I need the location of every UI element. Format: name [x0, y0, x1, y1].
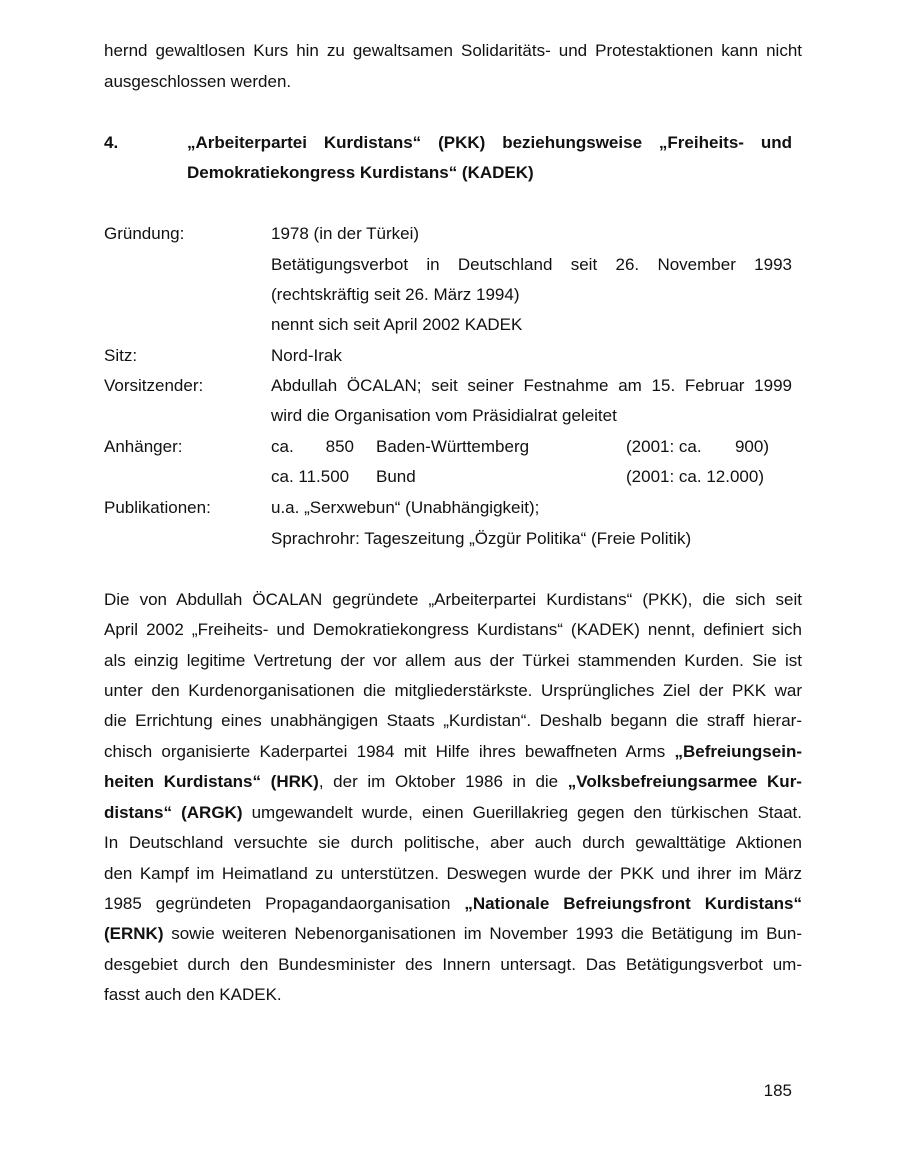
term-befreiungseinheiten-part1: „Befreiungsein- — [674, 742, 802, 761]
body-line-6-text: chisch organisierte Kaderpartei 1984 mit Hilfe ihres bewaffneten Arms — [104, 742, 675, 761]
sitz-value: Nord-Irak — [271, 346, 342, 365]
publikationen-value-1: u.a. „Serxwebun“ (Unabhängigkeit); — [271, 498, 540, 517]
body-line-3: als einzig legitime Vertretung der vor allem aus der Türkei stammenden Kurden. Sie ist — [104, 651, 802, 670]
anhaenger-row1-region: Baden-Württemberg — [376, 437, 530, 456]
gruendung-value-4: nennt sich seit April 2002 KADEK — [271, 315, 523, 334]
body-line-11-text: 1985 gegründeten Propagandaorganisation — [104, 894, 465, 913]
publikationen-label: Publikationen: — [104, 498, 211, 517]
term-volksbefreiungsarmee-part2: distans“ (ARGK) — [104, 803, 243, 822]
section-title-line-2: Demokratiekongress Kurdistans“ (KADEK) — [187, 163, 534, 182]
gruendung-value-3: (rechtskräftig seit 26. März 1994) — [271, 285, 520, 304]
section-title-line-1: „Arbeiterpartei Kurdistans“ (PKK) beziehungsweise „Freiheits- und — [187, 133, 792, 152]
term-volksbefreiungsarmee-part1: „Volksbefreiungsarmee Kur- — [567, 772, 802, 791]
body-line-1: Die von Abdullah ÖCALAN gegründete „Arbeiterpartei Kurdistans“ (PKK), die sich seit — [104, 590, 802, 609]
anhaenger-row2-prefix: ca. 11.500 — [271, 467, 350, 486]
vorsitz-value-1: Abdullah ÖCALAN; seit seiner Festnahme am 15. Februar 1999 — [271, 376, 792, 395]
body-line-2: April 2002 „Freiheits- und Demokratiekongress Kurdistans“ (KADEK) nennt, definiert sich — [104, 620, 802, 639]
body-line-12-text: sowie weiteren Nebenorganisationen im November 1993 die Betätigung im Bun- — [163, 924, 802, 943]
publikationen-value-2: Sprachrohr: Tageszeitung „Özgür Politika“ (Freie Politik) — [271, 529, 692, 548]
term-nationale-befreiungsfront: „Nationale Befreiungsfront Kurdistans“ — [464, 894, 802, 913]
anhaenger-row2-region: Bund — [376, 467, 416, 486]
gruendung-value-1: 1978 (in der Türkei) — [271, 224, 420, 243]
body-line-12 — [104, 924, 802, 944]
page-number: 185 — [763, 1081, 792, 1100]
anhaenger-row1-prev-value: 900) — [734, 437, 769, 456]
body-line-5: die Errichtung eines unabhängigen Staats „Kurdistan“. Deshalb begann die straff hierar- — [104, 711, 802, 730]
gruendung-value-2: Betätigungsverbot in Deutschland seit 26. November 1993 — [271, 255, 792, 274]
section-number: 4. — [104, 133, 119, 152]
body-line-8 — [104, 803, 802, 823]
vorsitz-label: Vorsitzender: — [104, 376, 204, 395]
term-befreiungseinheiten-part2: heiten Kurdistans“ (HRK) — [104, 772, 319, 791]
body-line-7 — [104, 772, 802, 792]
body-line-10: den Kampf im Heimatland zu unterstützen. Deswegen wurde der PKK und ihrer im März — [104, 864, 802, 883]
body-line-4: unter den Kurdenorganisationen die mitgliederstärkste. Ursprüngliches Ziel der PKK war — [104, 681, 802, 700]
term-ernk: (ERNK) — [104, 924, 164, 943]
vorsitz-value-2: wird die Organisation vom Präsidialrat geleitet — [271, 406, 617, 425]
body-line-7-text: , der im Oktober 1986 in die — [318, 772, 568, 791]
body-line-8-text: umgewandelt wurde, einen Guerillakrieg gegen den türkischen Staat. — [242, 803, 802, 822]
intro-line-2: ausgeschlossen werden. — [104, 72, 292, 91]
anhaenger-label: Anhänger: — [104, 437, 183, 456]
anhaenger-row1-prefix: ca. — [271, 437, 294, 456]
anhaenger-row1-prev-prefix: (2001: ca. — [626, 437, 702, 456]
gruendung-label: Gründung: — [104, 224, 185, 243]
body-line-6 — [104, 742, 802, 762]
body-line-13: desgebiet durch den Bundesminister des Innern untersagt. Das Betätigungsverbot um- — [104, 955, 802, 974]
intro-line-1: hernd gewaltlosen Kurs hin zu gewaltsamen Solidaritäts- und Protestaktionen kann nicht — [104, 41, 802, 60]
anhaenger-row2-prev: (2001: ca. 12.000) — [626, 467, 764, 486]
body-line-9: In Deutschland versuchte sie durch politische, aber auch durch gewalttätige Aktionen — [104, 833, 802, 852]
anhaenger-row1-count: 850 — [325, 437, 354, 456]
body-line-14: fasst auch den KADEK. — [104, 985, 282, 1004]
sitz-label: Sitz: — [104, 346, 138, 365]
body-line-11 — [104, 894, 802, 914]
